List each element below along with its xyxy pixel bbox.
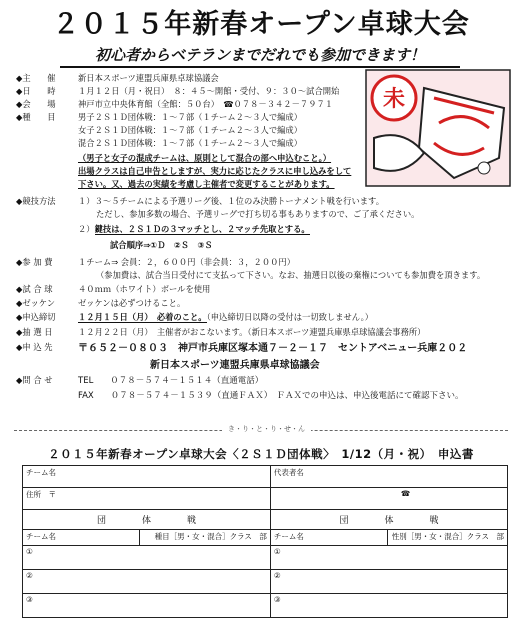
page-title: ２０１５年新春オープン卓球大会: [52, 9, 470, 40]
venue-label: ◆会 場: [16, 99, 56, 109]
method-label: ◆競技方法: [16, 196, 56, 206]
contact-fax: FAX ０７８－５７４－１５３９（直通ＦＡＸ） ＦＡＸでの申込は、申込後電話にて確認下さい。: [78, 391, 464, 401]
slot-2-marker: ②: [273, 571, 281, 580]
method-1: １）３～５チームによる予選リーグ後、１位のみ決勝トーナメント戦を行います。: [78, 196, 384, 206]
member-slot-2-right[interactable]: [270, 570, 507, 594]
slot-3-marker: ③: [26, 595, 33, 604]
team-name-label: チーム名: [26, 468, 56, 477]
member-slot-1-right[interactable]: [270, 546, 507, 570]
draw-label: ◆抽 選 日: [16, 327, 53, 337]
deadline-note: （申込締切日以降の受付は一切致しません。）: [206, 312, 374, 322]
phone-field[interactable]: [270, 488, 507, 510]
date-label: ◆日 時: [16, 86, 56, 96]
deadline: １２月１５日（月） 必着のこと。: [78, 312, 207, 322]
team-name-col-right: チーム名: [270, 530, 387, 546]
cut-line-label: き・り・と・り・せ・ん: [222, 424, 311, 434]
event-men: 男子２Ｓ１Ｄ団体戦：１～７部（１チーム２～３人で編成）: [78, 112, 303, 122]
zekken-label: ◆ゼッケン: [16, 298, 55, 308]
ball: ４０ｍｍ（ホワイト）ボールを使用: [78, 284, 211, 294]
svg-text:未: 未: [382, 87, 406, 112]
note-change: 下さい。又、過去の実績を考慮し主催者で変更することがあります。: [78, 179, 335, 189]
event-women: 女子２Ｓ１Ｄ団体戦：１～７部（１チーム２～３人で編成）: [78, 125, 303, 135]
page-subtitle: 初心者からベテランまでだれでも参加できます！: [60, 44, 460, 68]
deadline-label: ◆申込締切: [16, 312, 56, 322]
organizer-label: ◆主 催: [16, 73, 56, 83]
member-slot-3-right[interactable]: [270, 594, 507, 618]
method-2-text: 鍵技は、２Ｓ１Ｄの３マッチとし、２マッチ先取とする。: [94, 224, 310, 234]
contact-tel: TEL ０７８－５７４－１５１４（直通電話）: [78, 376, 264, 386]
address-field[interactable]: [23, 488, 271, 510]
member-slot-3-left[interactable]: [23, 594, 271, 618]
note-class: 出場クラスは自己申告としますが、実力に応じたクラスに申し込みをして: [78, 166, 352, 176]
apply-label: ◆申 込 先: [16, 342, 53, 352]
roster-header-left: 団 体 戦: [23, 510, 271, 530]
member-slot-1-left[interactable]: [23, 546, 271, 570]
slot-1-marker: ①: [26, 547, 33, 556]
address-label: 住所 〒: [26, 490, 56, 499]
slot-3-marker: ③: [273, 595, 281, 604]
team-name-col-left: チーム名: [23, 530, 140, 546]
note-mixed-team: （男子と女子の混成チームは、原則として混合の部へ申込むこと。）: [78, 153, 332, 163]
venue: 神戸市立中央体育館（全館：５０台） ☎０７８－３４２－７９７１: [78, 99, 334, 109]
organizer: 新日本スポーツ連盟兵庫県卓球協議会: [78, 73, 219, 83]
roster-header-right: 団 体 戦: [270, 510, 507, 530]
zekken: ゼッケンは必ずつけること。: [78, 298, 186, 308]
form-title: ２０１５年新春オープン卓球大会〈２Ｓ１Ｄ団体戦〉 1/12（月・祝） 申込書: [48, 447, 474, 461]
apply-organization: 新日本スポーツ連盟兵庫県卓球協議会: [150, 360, 320, 371]
event-mixed: 混合２Ｓ１Ｄ団体戦：１～７部（１チーム２～３人で編成）: [78, 138, 303, 148]
representative-label: 代表者名: [273, 468, 304, 477]
slot-2-marker: ②: [26, 571, 33, 580]
slot-1-marker: ①: [273, 547, 281, 556]
match-order: 試合順序⇒①Ｄ ②Ｓ ③Ｓ: [110, 240, 213, 250]
method-2-num: ２）: [78, 224, 95, 234]
application-form: [22, 465, 508, 618]
ping-pong-illustration: [364, 68, 512, 188]
event-date: １月１２日（月・祝日） ８：４５～開館・受付、９：３０～試合開始: [78, 86, 340, 96]
method-1b: ただし、参加多数の場合、予選リーグで打ち切る事もありますので、ご了承ください。: [96, 209, 420, 219]
deadline-line: [78, 311, 373, 323]
representative-field[interactable]: [270, 466, 507, 488]
fee-note: （参加費は、試合当日受付にて支払って下さい。なお、抽選日以後の棄権についても参加費を頂きます。: [96, 270, 486, 280]
ball-label: ◆試 合 球: [16, 284, 53, 294]
contact-label: ◆問 合 せ: [16, 375, 53, 385]
draw-date: １２月２２日（月） 主催者がおこないます。（新日本スポーツ連盟兵庫県卓球協議会事務所）: [78, 327, 426, 337]
phone-icon: ☎: [400, 489, 411, 498]
team-name-field[interactable]: [23, 466, 271, 488]
method-2: [78, 223, 310, 235]
apply-address: 〒６５２－０８０３ 神戸市兵庫区塚本通７－２－１７ セントアベニュー兵庫２０２: [78, 343, 468, 354]
class-col-left: 種目［男・女・混合］クラス 部: [140, 530, 271, 546]
member-slot-2-left[interactable]: [23, 570, 271, 594]
class-col-right: 性別［男・女・混合］クラス 部: [387, 530, 507, 546]
events-label: ◆種 目: [16, 112, 56, 122]
fee-label: ◆参 加 費: [16, 257, 53, 267]
fee: １チーム⇒ 会員：２，６００円（非会員：３，２００円）: [78, 257, 296, 267]
